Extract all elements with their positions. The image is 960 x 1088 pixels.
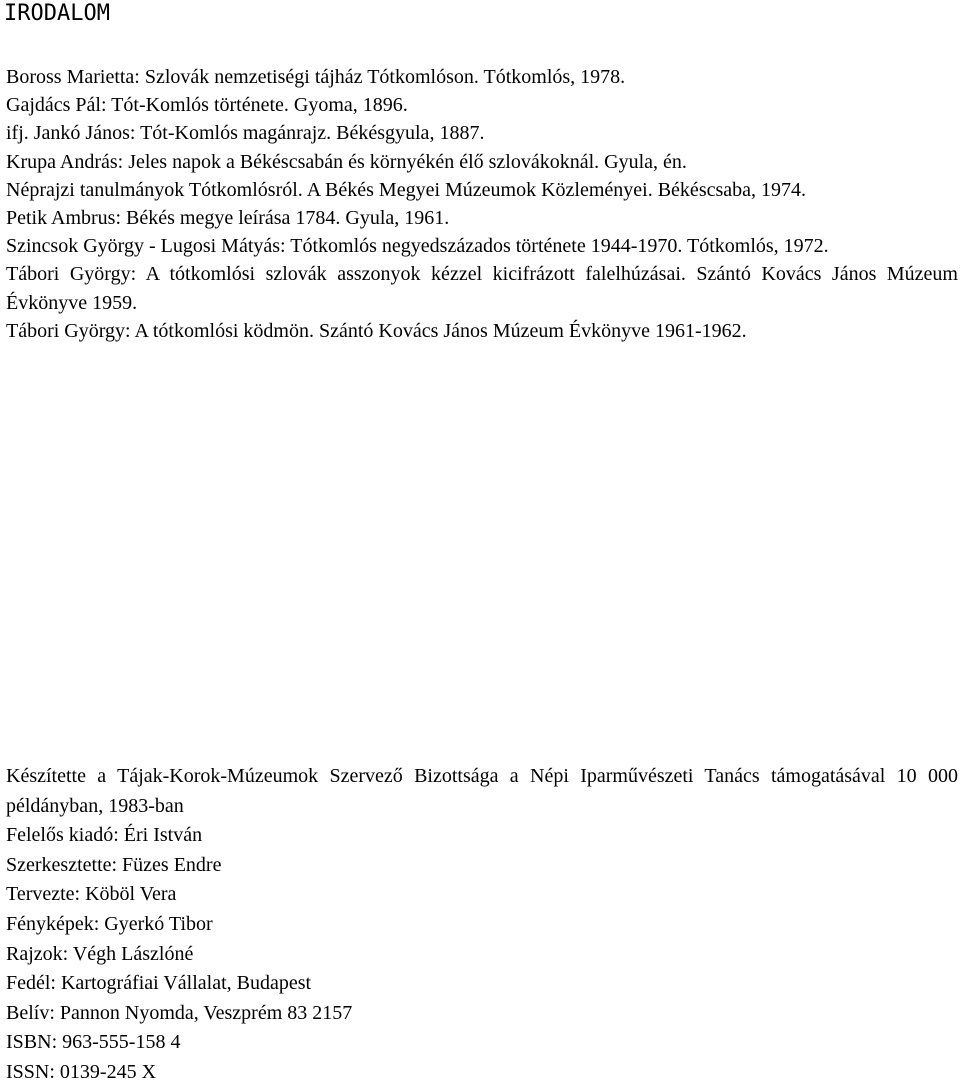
bibliography-entry: Boross Marietta: Szlovák nemzetiségi tájház Tótkomlóson. Tótkomlós, 1978. (6, 66, 626, 88)
colophon-editor: Szerkesztette: Füzes Endre (6, 853, 222, 876)
colophon-cover: Fedél: Kartográfiai Vállalat, Budapest (6, 972, 312, 995)
bibliography-entry: Petik Ambrus: Békés megye leírása 1784. Gyula, 1961. (6, 207, 450, 230)
colophon-responsible-publisher: Felelős kiadó: Éri István (6, 824, 203, 847)
bibliography-entry: Szincsok György - Lugosi Mátyás: Tótkomlós negyedszázados története 1944-1970. Tótkomlós, 1972. (6, 235, 829, 258)
bibliography-entry: ifj. Jankó János: Tót-Komlós magánrajz. Békésgyula, 1887. (6, 122, 485, 145)
colophon-isbn: ISBN: 963-555-158 4 (6, 1031, 181, 1054)
bibliography-entry: Krupa András: Jeles napok a Békéscsabán és környékén élő szlovákoknál. Gyula, én. (6, 150, 687, 173)
colophon-drawings: Rajzok: Végh Lászlóné (6, 942, 194, 965)
colophon-inner: Belív: Pannon Nyomda, Veszprém 83 2157 (6, 1001, 353, 1024)
bibliography-entry: Gajdács Pál: Tót-Komlós története. Gyoma, 1896. (6, 94, 408, 117)
page-heading: IRODALOM (4, 1, 110, 26)
colophon-designer: Tervezte: Köböl Vera (6, 883, 177, 906)
bibliography-entry: Néprajzi tanulmányok Tótkomlósról. A Békés Megyei Múzeumok Közleményei. Békéscsaba, 1974. (6, 178, 807, 201)
colophon (6, 762, 958, 1088)
bibliography-entry: Tábori György: A tótkomlósi szlovák asszonyok kézzel kicifrázott falelhúzásai. Szántó Kovács János Múzeum Évkönyve 1959. (6, 263, 958, 314)
colophon-photos: Fényképek: Gyerkó Tibor (6, 912, 213, 935)
bibliography-entry: Tábori György: A tótkomlósi ködmön. Szántó Kovács János Múzeum Évkönyve 1961-1962. (6, 319, 747, 342)
bibliography-list (6, 63, 958, 345)
colophon-publisher-note: Készítette a Tájak-Korok-Múzeumok Szervező Bizottsága a Népi Iparművészeti Tanács támogatásával 10 000 példányban, 1983-ban (6, 765, 958, 817)
colophon-issn: ISSN: 0139-245 X (6, 1060, 157, 1083)
